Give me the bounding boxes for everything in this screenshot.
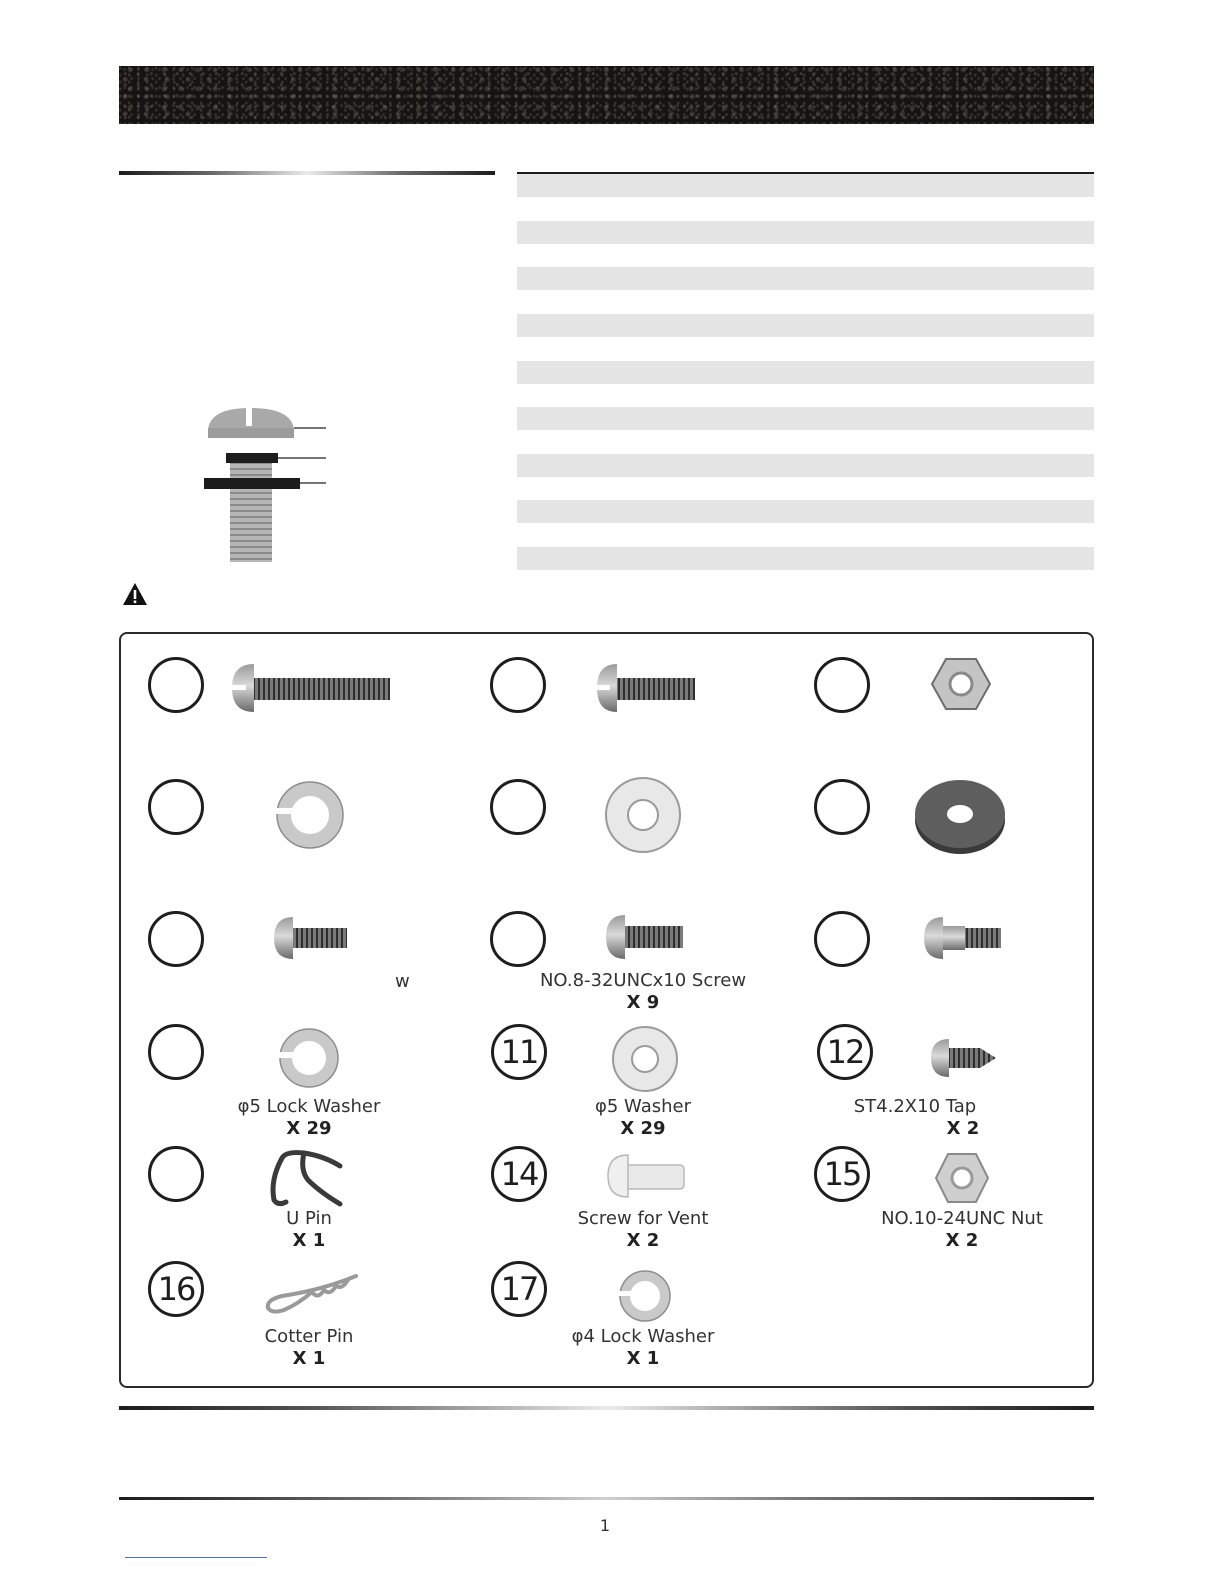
part-label: Screw for Vent: [577, 1208, 709, 1229]
part-label: NO.8-32UNCx10 Screw: [539, 970, 747, 991]
table-stripe: [517, 547, 1094, 570]
part-label: φ4 Lock Washer: [571, 1326, 715, 1347]
part-number-badge: [148, 657, 204, 713]
footer-rule-top: [119, 1406, 1094, 1410]
rubber-washer-icon: [913, 778, 1007, 856]
part-quantity: X 1: [292, 1230, 326, 1251]
table-stripe: [517, 221, 1094, 244]
table-stripe: [517, 314, 1094, 337]
warning-triangle-icon: [122, 582, 148, 606]
part-number-badge: [148, 1024, 204, 1080]
flat-washer-icon: [610, 1025, 680, 1093]
footer-rule-bottom: [119, 1497, 1094, 1500]
table-stripe: [517, 174, 1094, 197]
cotter-pin-icon: [262, 1270, 360, 1316]
part-number-badge: 16: [148, 1261, 204, 1317]
part-number-badge: [148, 1146, 204, 1202]
part-quantity: X 9: [626, 992, 660, 1013]
part-quantity: X 2: [626, 1230, 660, 1251]
table-stripe: [517, 454, 1094, 477]
part-quantity: X 1: [626, 1348, 660, 1369]
screw-icon: [603, 912, 685, 962]
part-label: ST4.2X10 Tap: [853, 1096, 977, 1117]
shoulder-screw-icon: [921, 914, 1003, 962]
part-number-badge: 17: [491, 1261, 547, 1317]
part-label: w: [395, 971, 410, 992]
part-quantity: X 29: [620, 1118, 666, 1139]
part-quantity: X 29: [286, 1118, 332, 1139]
hex-nut-icon: [934, 1152, 990, 1204]
section-rule-left: [119, 171, 495, 175]
long-screw-icon: [228, 660, 392, 716]
part-quantity: X 1: [292, 1348, 326, 1369]
part-label: NO.10-24UNC Nut: [881, 1208, 1043, 1229]
part-number-badge: 11: [491, 1024, 547, 1080]
table-stripe: [517, 500, 1094, 523]
lock-washer-icon: [617, 1269, 673, 1323]
part-number-badge: [814, 779, 870, 835]
part-label: Cotter Pin: [264, 1326, 354, 1347]
lock-washer-icon: [277, 1027, 341, 1089]
vent-screw-icon: [604, 1153, 686, 1199]
part-quantity: X 2: [946, 1118, 980, 1139]
part-number-badge: [148, 779, 204, 835]
part-number-badge: 12: [817, 1024, 873, 1080]
part-number-badge: [814, 657, 870, 713]
short-screw-icon: [271, 914, 349, 962]
part-number-badge: [814, 911, 870, 967]
tapping-screw-icon: [928, 1036, 998, 1080]
table-stripe: [517, 407, 1094, 430]
table-stripe: [517, 361, 1094, 384]
part-number-badge: [148, 911, 204, 967]
table-stripe: [517, 267, 1094, 290]
page-number: 1: [599, 1516, 611, 1535]
part-label: φ5 Lock Washer: [237, 1096, 381, 1117]
screw-icon: [593, 660, 697, 716]
lock-washer-icon: [274, 780, 346, 850]
footer-link-underline: [125, 1557, 267, 1558]
header-banner: [119, 66, 1094, 124]
flat-washer-icon: [603, 776, 683, 854]
part-label: φ5 Washer: [595, 1096, 691, 1117]
part-number-badge: [490, 911, 546, 967]
part-number-badge: 14: [491, 1146, 547, 1202]
part-number-badge: [490, 657, 546, 713]
hex-nut-icon: [930, 656, 992, 712]
u-pin-icon: [264, 1148, 346, 1210]
part-quantity: X 2: [945, 1230, 979, 1251]
screw-assembly-diagram: [200, 402, 330, 564]
part-number-badge: [490, 779, 546, 835]
part-label: U Pin: [286, 1208, 332, 1229]
part-number-badge: 15: [814, 1146, 870, 1202]
